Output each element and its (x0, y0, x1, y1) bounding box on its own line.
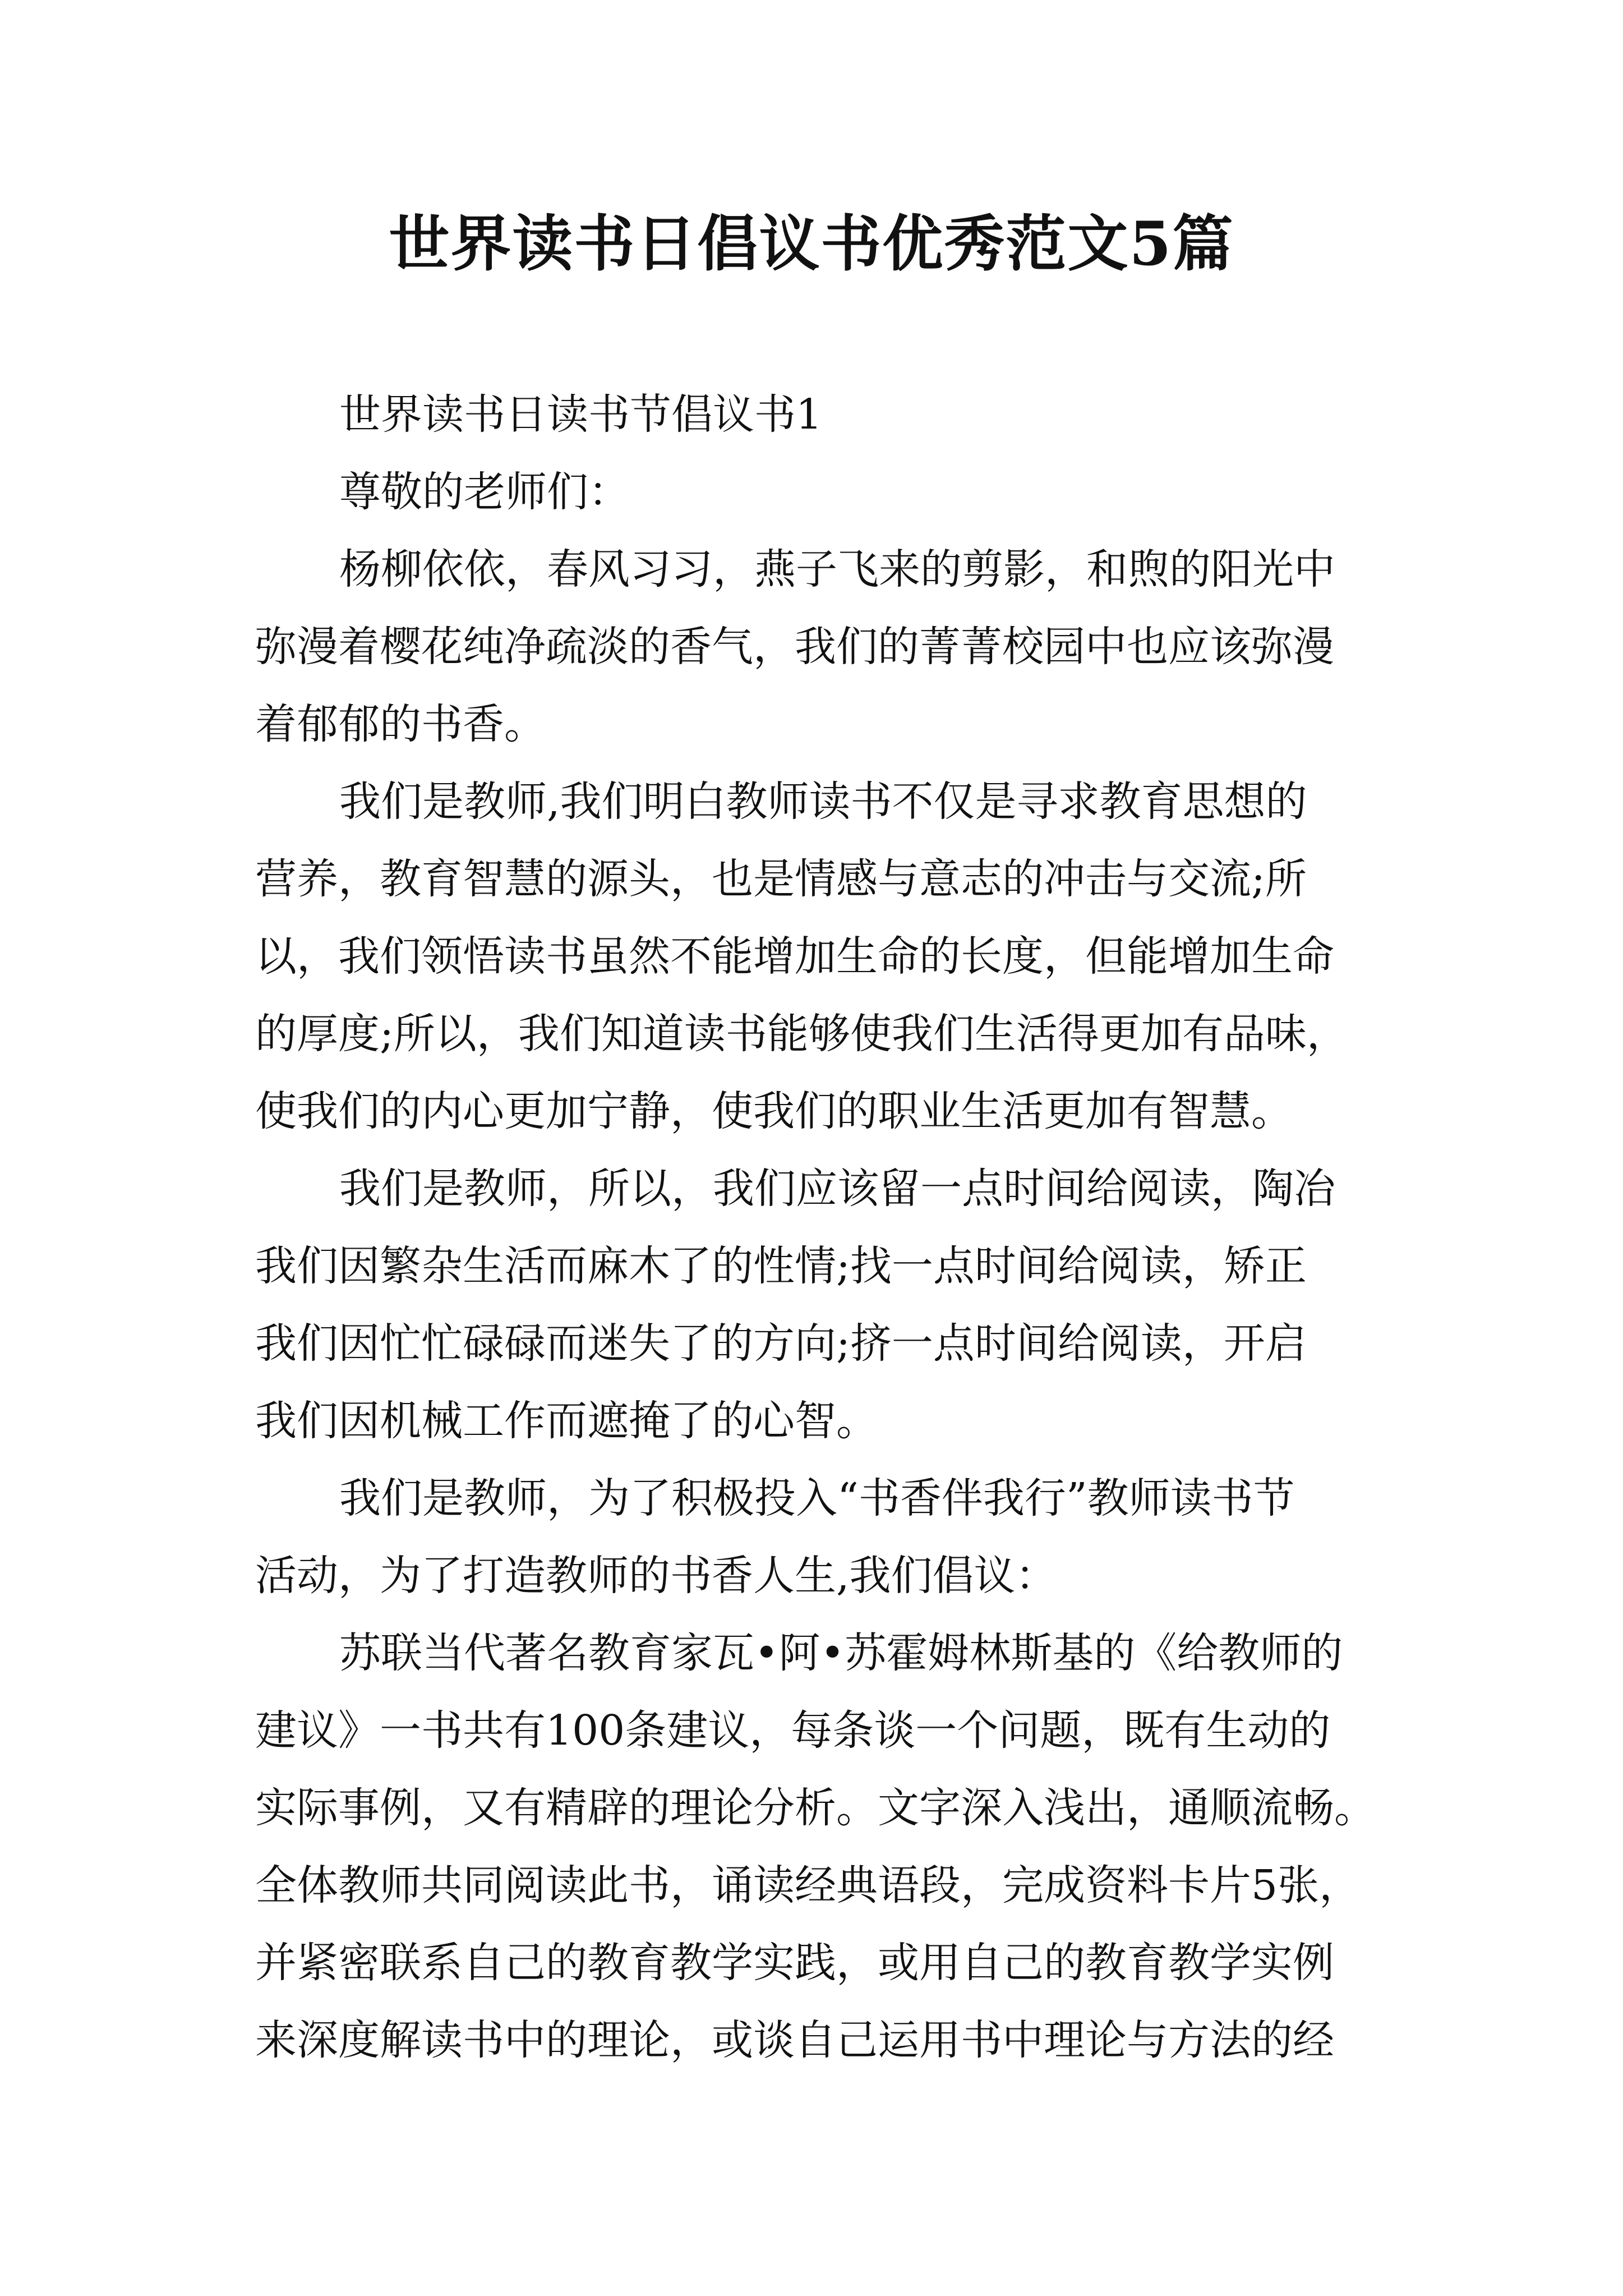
text-line: 并紧密联系自己的教育教学实践，或用自己的教育教学实例 (255, 1939, 1334, 1987)
text-line: 我们是教师，为了积极投入“书香伴我行”教师读书节 (339, 1474, 1295, 1522)
section-heading: 世界读书日读书节倡议书1 (339, 390, 823, 439)
text-line: 我们是教师，所以，我们应该留一点时间给阅读，陶冶 (339, 1165, 1335, 1213)
text-line: 我们因繁杂生活而麻木了的性情;找一点时间给阅读，矫正 (255, 1242, 1307, 1290)
text-line: 苏联当代著名教育家瓦•阿•苏霍姆林斯基的《给教师的 (339, 1629, 1343, 1677)
document-body (255, 376, 1388, 2079)
text-line: 活动，为了打造教师的书香人生,我们倡议： (255, 1552, 1057, 1600)
text-line: 弥漫着樱花纯净疏淡的香气，我们的菁菁校园中也应该弥漫 (255, 623, 1334, 671)
text-line: 使我们的内心更加宁静，使我们的职业生活更加有智慧。 (255, 1087, 1293, 1135)
text-line: 着郁郁的书香。 (255, 700, 546, 748)
text-line: 杨柳依依，春风习习，燕子飞来的剪影，和煦的阳光中 (339, 545, 1335, 593)
text-line: 建议》一书共有100条建议，每条谈一个问题，既有生动的 (255, 1706, 1331, 1755)
text-line: 营养，教育智慧的源头，也是情感与意志的冲击与交流;所 (255, 855, 1307, 903)
text-line: 我们因机械工作而遮掩了的心智。 (255, 1397, 878, 1445)
text-line: 来深度解读书中的理论，或谈自己运用书中理论与方法的经 (255, 2016, 1334, 2064)
text-line: 以，我们领悟读书虽然不能增加生命的长度，但能增加生命 (255, 932, 1334, 981)
text-line: 的厚度;所以，我们知道读书能够使我们生活得更加有品味， (255, 1010, 1348, 1058)
text-line: 全体教师共同阅读此书，诵读经典语段，完成资料卡片5张， (255, 1861, 1361, 1910)
text-line: 实际事例，又有精辟的理论分析。文字深入浅出，通顺流畅。 (255, 1784, 1376, 1832)
text-line: 我们是教师,我们明白教师读书不仅是寻求教育思想的 (339, 777, 1307, 826)
document-title: 世界读书日倡议书优秀范文5篇 (389, 209, 1234, 279)
salutation: 尊敬的老师们： (339, 468, 630, 516)
text-line: 我们因忙忙碌碌而迷失了的方向;挤一点时间给阅读，开启 (255, 1319, 1307, 1368)
